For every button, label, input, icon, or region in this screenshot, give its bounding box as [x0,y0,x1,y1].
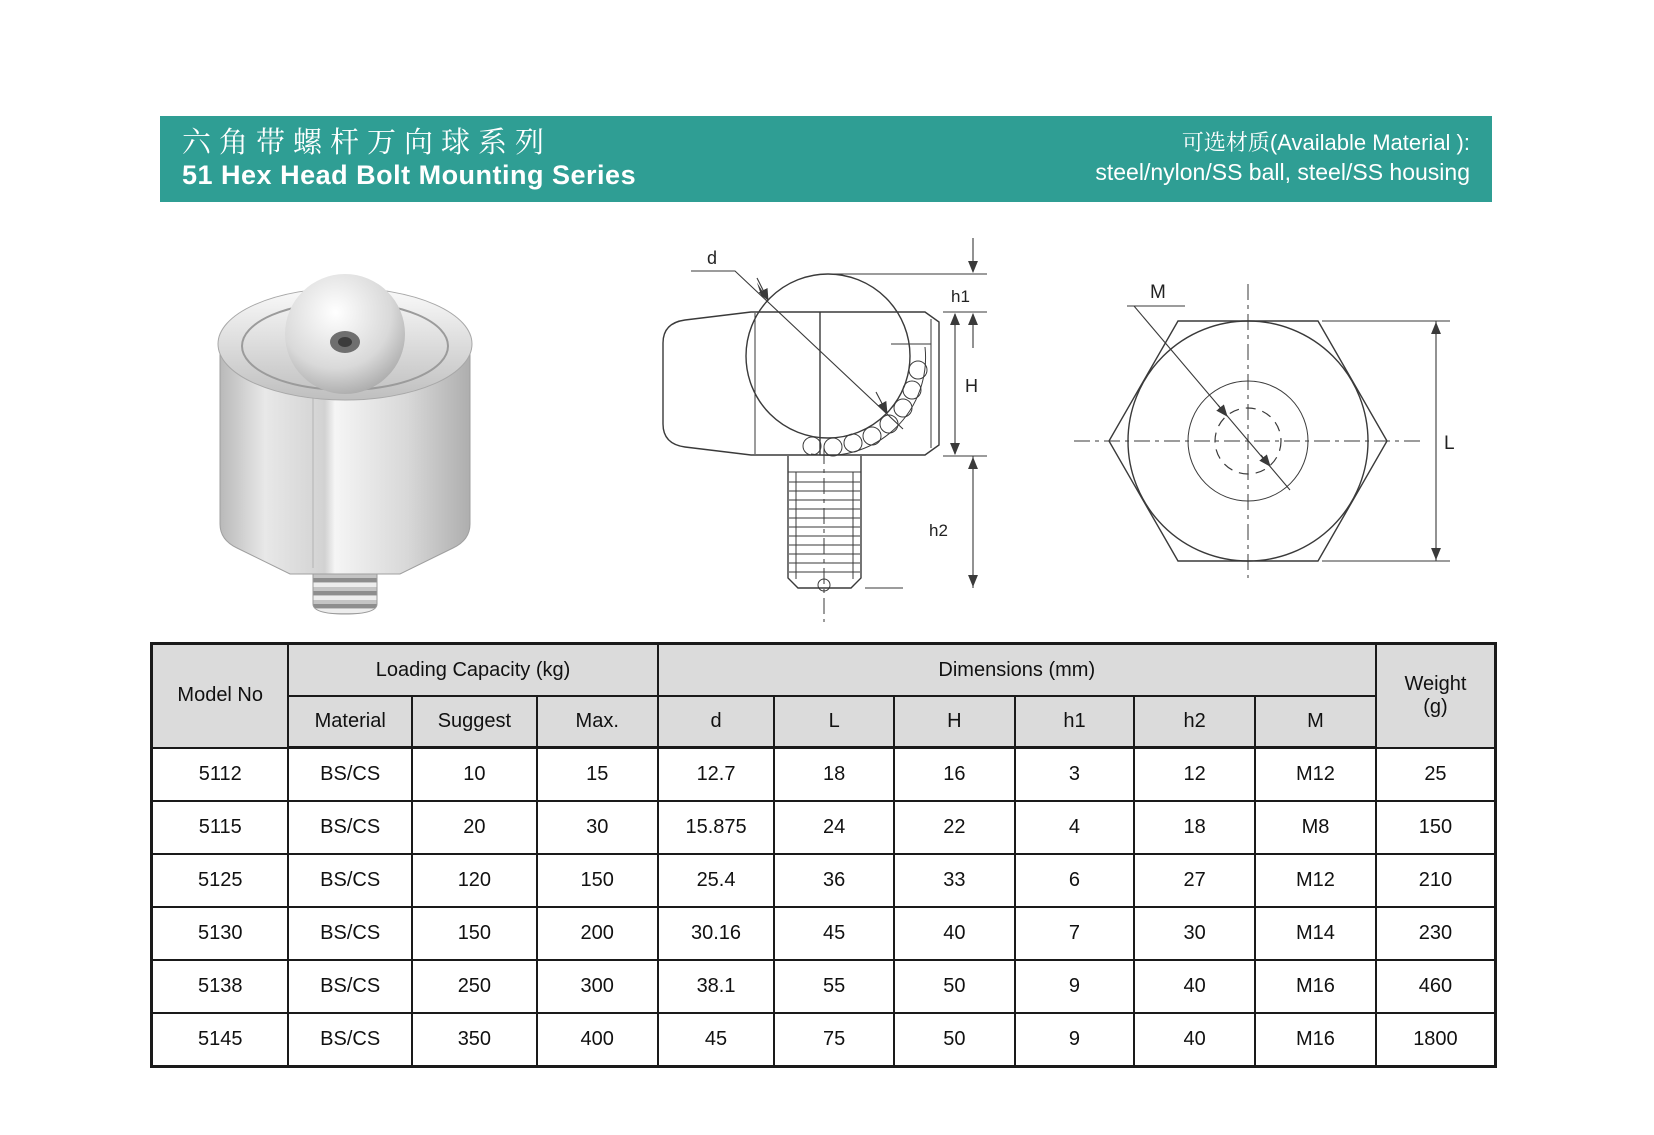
cell-suggest: 350 [412,1013,537,1067]
cell-M: M16 [1255,1013,1376,1067]
col-group-loading-capacity: Loading Capacity (kg) [288,644,657,697]
product-photo [195,232,495,620]
col-header-L: L [774,696,893,748]
header-row-groups [152,644,1496,697]
dim-label-H: H [965,376,978,396]
weight-unit: (g) [1423,695,1448,718]
cell-suggest: 250 [412,960,537,1013]
technical-drawing-side-view [633,226,1005,628]
dim-label-d: d [707,248,718,268]
cell-material: BS/CS [288,907,412,960]
cell-d: 45 [658,1013,775,1067]
cell-material: BS/CS [288,748,412,802]
cell-max: 200 [537,907,658,960]
cell-suggest: 120 [412,854,537,907]
cell-H: 22 [894,801,1015,854]
cell-M: M14 [1255,907,1376,960]
cell-h2: 40 [1134,960,1255,1013]
cell-suggest: 20 [412,801,537,854]
cell-d: 15.875 [658,801,775,854]
header-row-sub [152,696,1496,748]
cell-M: M16 [1255,960,1376,1013]
cell-L: 36 [774,854,893,907]
cell-weight: 460 [1376,960,1496,1013]
col-header-h2: h2 [1134,696,1255,748]
cell-h1: 4 [1015,801,1134,854]
cell-L: 45 [774,907,893,960]
weight-label: Weight [1404,672,1467,695]
cell-weight: 25 [1376,748,1496,802]
cell-d: 25.4 [658,854,775,907]
cell-L: 55 [774,960,893,1013]
cell-max: 30 [537,801,658,854]
cell-M: M8 [1255,801,1376,854]
product-photo-image [195,232,495,620]
cell-material: BS/CS [288,1013,412,1067]
cell-model: 5130 [152,907,289,960]
technical-drawing-top-view [1022,240,1466,582]
table-row [152,960,1496,1013]
cell-d: 12.7 [658,748,775,802]
col-header-h1: h1 [1015,696,1134,748]
cell-h1: 6 [1015,854,1134,907]
cell-d: 38.1 [658,960,775,1013]
cell-model: 5145 [152,1013,289,1067]
cell-h1: 7 [1015,907,1134,960]
table-row [152,907,1496,960]
cell-h1: 3 [1015,748,1134,802]
available-material-value: steel/nylon/SS ball, steel/SS housing [1095,159,1470,186]
col-header-H: H [894,696,1015,748]
cell-h2: 18 [1134,801,1255,854]
col-header-material: Material [288,696,412,748]
col-header-model-no: Model No [152,644,289,748]
cell-M: M12 [1255,748,1376,802]
series-title-chinese: 六角带螺杆万向球系列 [182,125,553,160]
table-row [152,854,1496,907]
available-material-label: 可选材质(Available Material ): [1181,129,1470,155]
cell-h2: 30 [1134,907,1255,960]
cell-L: 75 [774,1013,893,1067]
cell-max: 300 [537,960,658,1013]
cell-weight: 150 [1376,801,1496,854]
available-material [1095,128,1470,189]
spec-table-head [152,644,1496,748]
cell-H: 50 [894,1013,1015,1067]
cell-L: 18 [774,748,893,802]
cell-h2: 40 [1134,1013,1255,1067]
cell-H: 16 [894,748,1015,802]
cell-H: 33 [894,854,1015,907]
top-view-svg [1022,240,1466,582]
cell-weight: 210 [1376,854,1496,907]
spec-table-body [152,748,1496,1067]
cell-L: 24 [774,801,893,854]
cell-max: 15 [537,748,658,802]
spec-table [150,642,1497,1068]
series-title-english: 51 Hex Head Bolt Mounting Series [182,159,637,190]
cell-suggest: 150 [412,907,537,960]
cell-material: BS/CS [288,854,412,907]
col-header-suggest: Suggest [412,696,537,748]
col-header-M: M [1255,696,1376,748]
cell-model: 5112 [152,748,289,802]
table-row [152,748,1496,802]
cell-M: M12 [1255,854,1376,907]
dim-label-h2: h2 [929,521,948,540]
dim-label-M: M [1150,282,1166,303]
cell-h2: 12 [1134,748,1255,802]
table-row [152,1013,1496,1067]
col-group-dimensions: Dimensions (mm) [658,644,1376,697]
cell-weight: 230 [1376,907,1496,960]
cell-H: 50 [894,960,1015,1013]
table-row [152,801,1496,854]
cell-h2: 27 [1134,854,1255,907]
cell-h1: 9 [1015,960,1134,1013]
cell-d: 30.16 [658,907,775,960]
dim-label-L: L [1444,433,1455,454]
cell-material: BS/CS [288,801,412,854]
cell-H: 40 [894,907,1015,960]
cell-model: 5125 [152,854,289,907]
col-header-max: Max. [537,696,658,748]
cell-h1: 9 [1015,1013,1134,1067]
cell-model: 5138 [152,960,289,1013]
col-header-weight [1376,644,1496,748]
cell-max: 150 [537,854,658,907]
cell-model: 5115 [152,801,289,854]
series-title [182,125,636,191]
col-header-d: d [658,696,775,748]
cell-max: 400 [537,1013,658,1067]
cell-weight: 1800 [1376,1013,1496,1067]
cell-material: BS/CS [288,960,412,1013]
cell-suggest: 10 [412,748,537,802]
dim-label-h1: h1 [951,287,970,306]
side-view-svg [633,226,1005,628]
title-bar [160,116,1492,202]
